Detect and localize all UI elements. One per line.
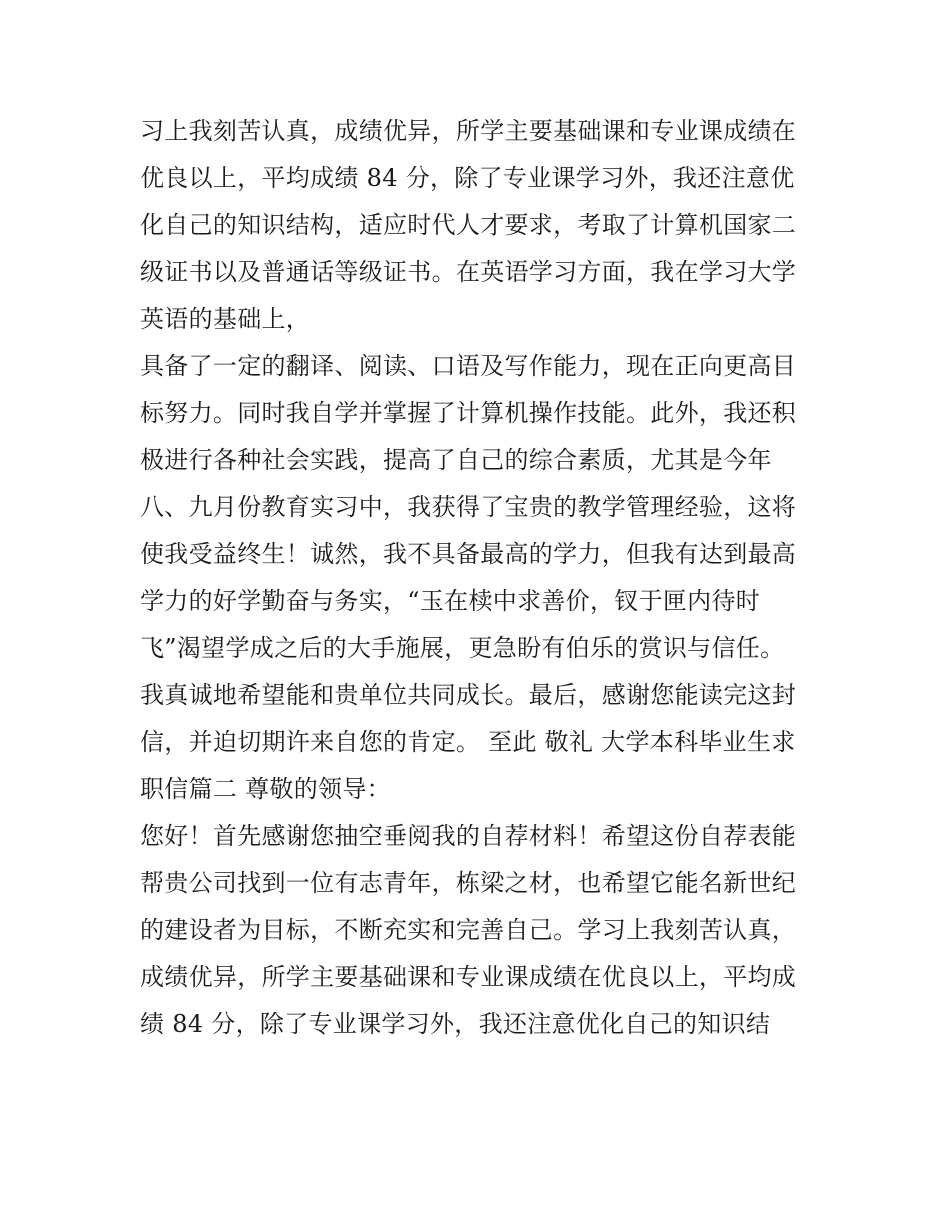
text-line-10: 使我受益终生！诚然，我不具备最高的学力，但我有达到最高 xyxy=(140,540,797,568)
text-line-9: 八、九月份教育实习中，我获得了宝贵的教学管理经验，这将 xyxy=(140,493,797,521)
text-line-4: 级证书以及普通话等级证书。在英语学习方面，我在学习大学 xyxy=(140,258,797,286)
text-line-13: 我真诚地希望能和贵单位共同成长。最后，感谢您能读完这封 xyxy=(140,681,797,709)
text-line-2: 优良以上，平均成绩 84 分，除了专业课学习外，我还注意优 xyxy=(140,164,795,192)
text-line-15: 职信篇二 尊敬的领导： xyxy=(140,775,391,803)
text-line-14: 信，并迫切期许来自您的肯定。 至此 敬礼 大学本科毕业生求 xyxy=(140,728,796,756)
text-line-19: 成绩优异，所学主要基础课和专业课成绩在优良以上，平均成 xyxy=(140,963,797,991)
text-line-8: 极进行各种社会实践，提高了自己的综合素质，尤其是今年 xyxy=(140,446,772,474)
text-line-1: 习上我刻苦认真，成绩优异，所学主要基础课和专业课成绩在 xyxy=(140,117,797,145)
text-line-12: 飞”渴望学成之后的大手施展，更急盼有伯乐的赏识与信任。 xyxy=(140,634,785,662)
text-line-16: 您好！首先感谢您抽空垂阅我的自荐材料！希望这份自荐表能 xyxy=(140,822,797,850)
text-line-20: 绩 84 分，除了专业课学习外，我还注意优化自己的知识结 xyxy=(140,1010,771,1038)
body-text xyxy=(140,108,830,1048)
text-line-6: 具备了一定的翻译、阅读、口语及写作能力，现在正向更高目 xyxy=(140,352,797,380)
text-line-7: 标努力。同时我自学并掌握了计算机操作技能。此外，我还积 xyxy=(140,399,797,427)
text-line-11: 学力的好学勤奋与务实，“玉在椟中求善价，钗于匣内待时 xyxy=(140,587,761,615)
text-line-3: 化自己的知识结构，适应时代人才要求，考取了计算机国家二 xyxy=(140,211,797,239)
text-line-18: 的建设者为目标，不断充实和完善自己。学习上我刻苦认真， xyxy=(140,916,797,944)
text-line-5: 英语的基础上， xyxy=(140,305,311,333)
text-line-17: 帮贵公司找到一位有志青年，栋梁之材，也希望它能名新世纪 xyxy=(140,869,797,897)
